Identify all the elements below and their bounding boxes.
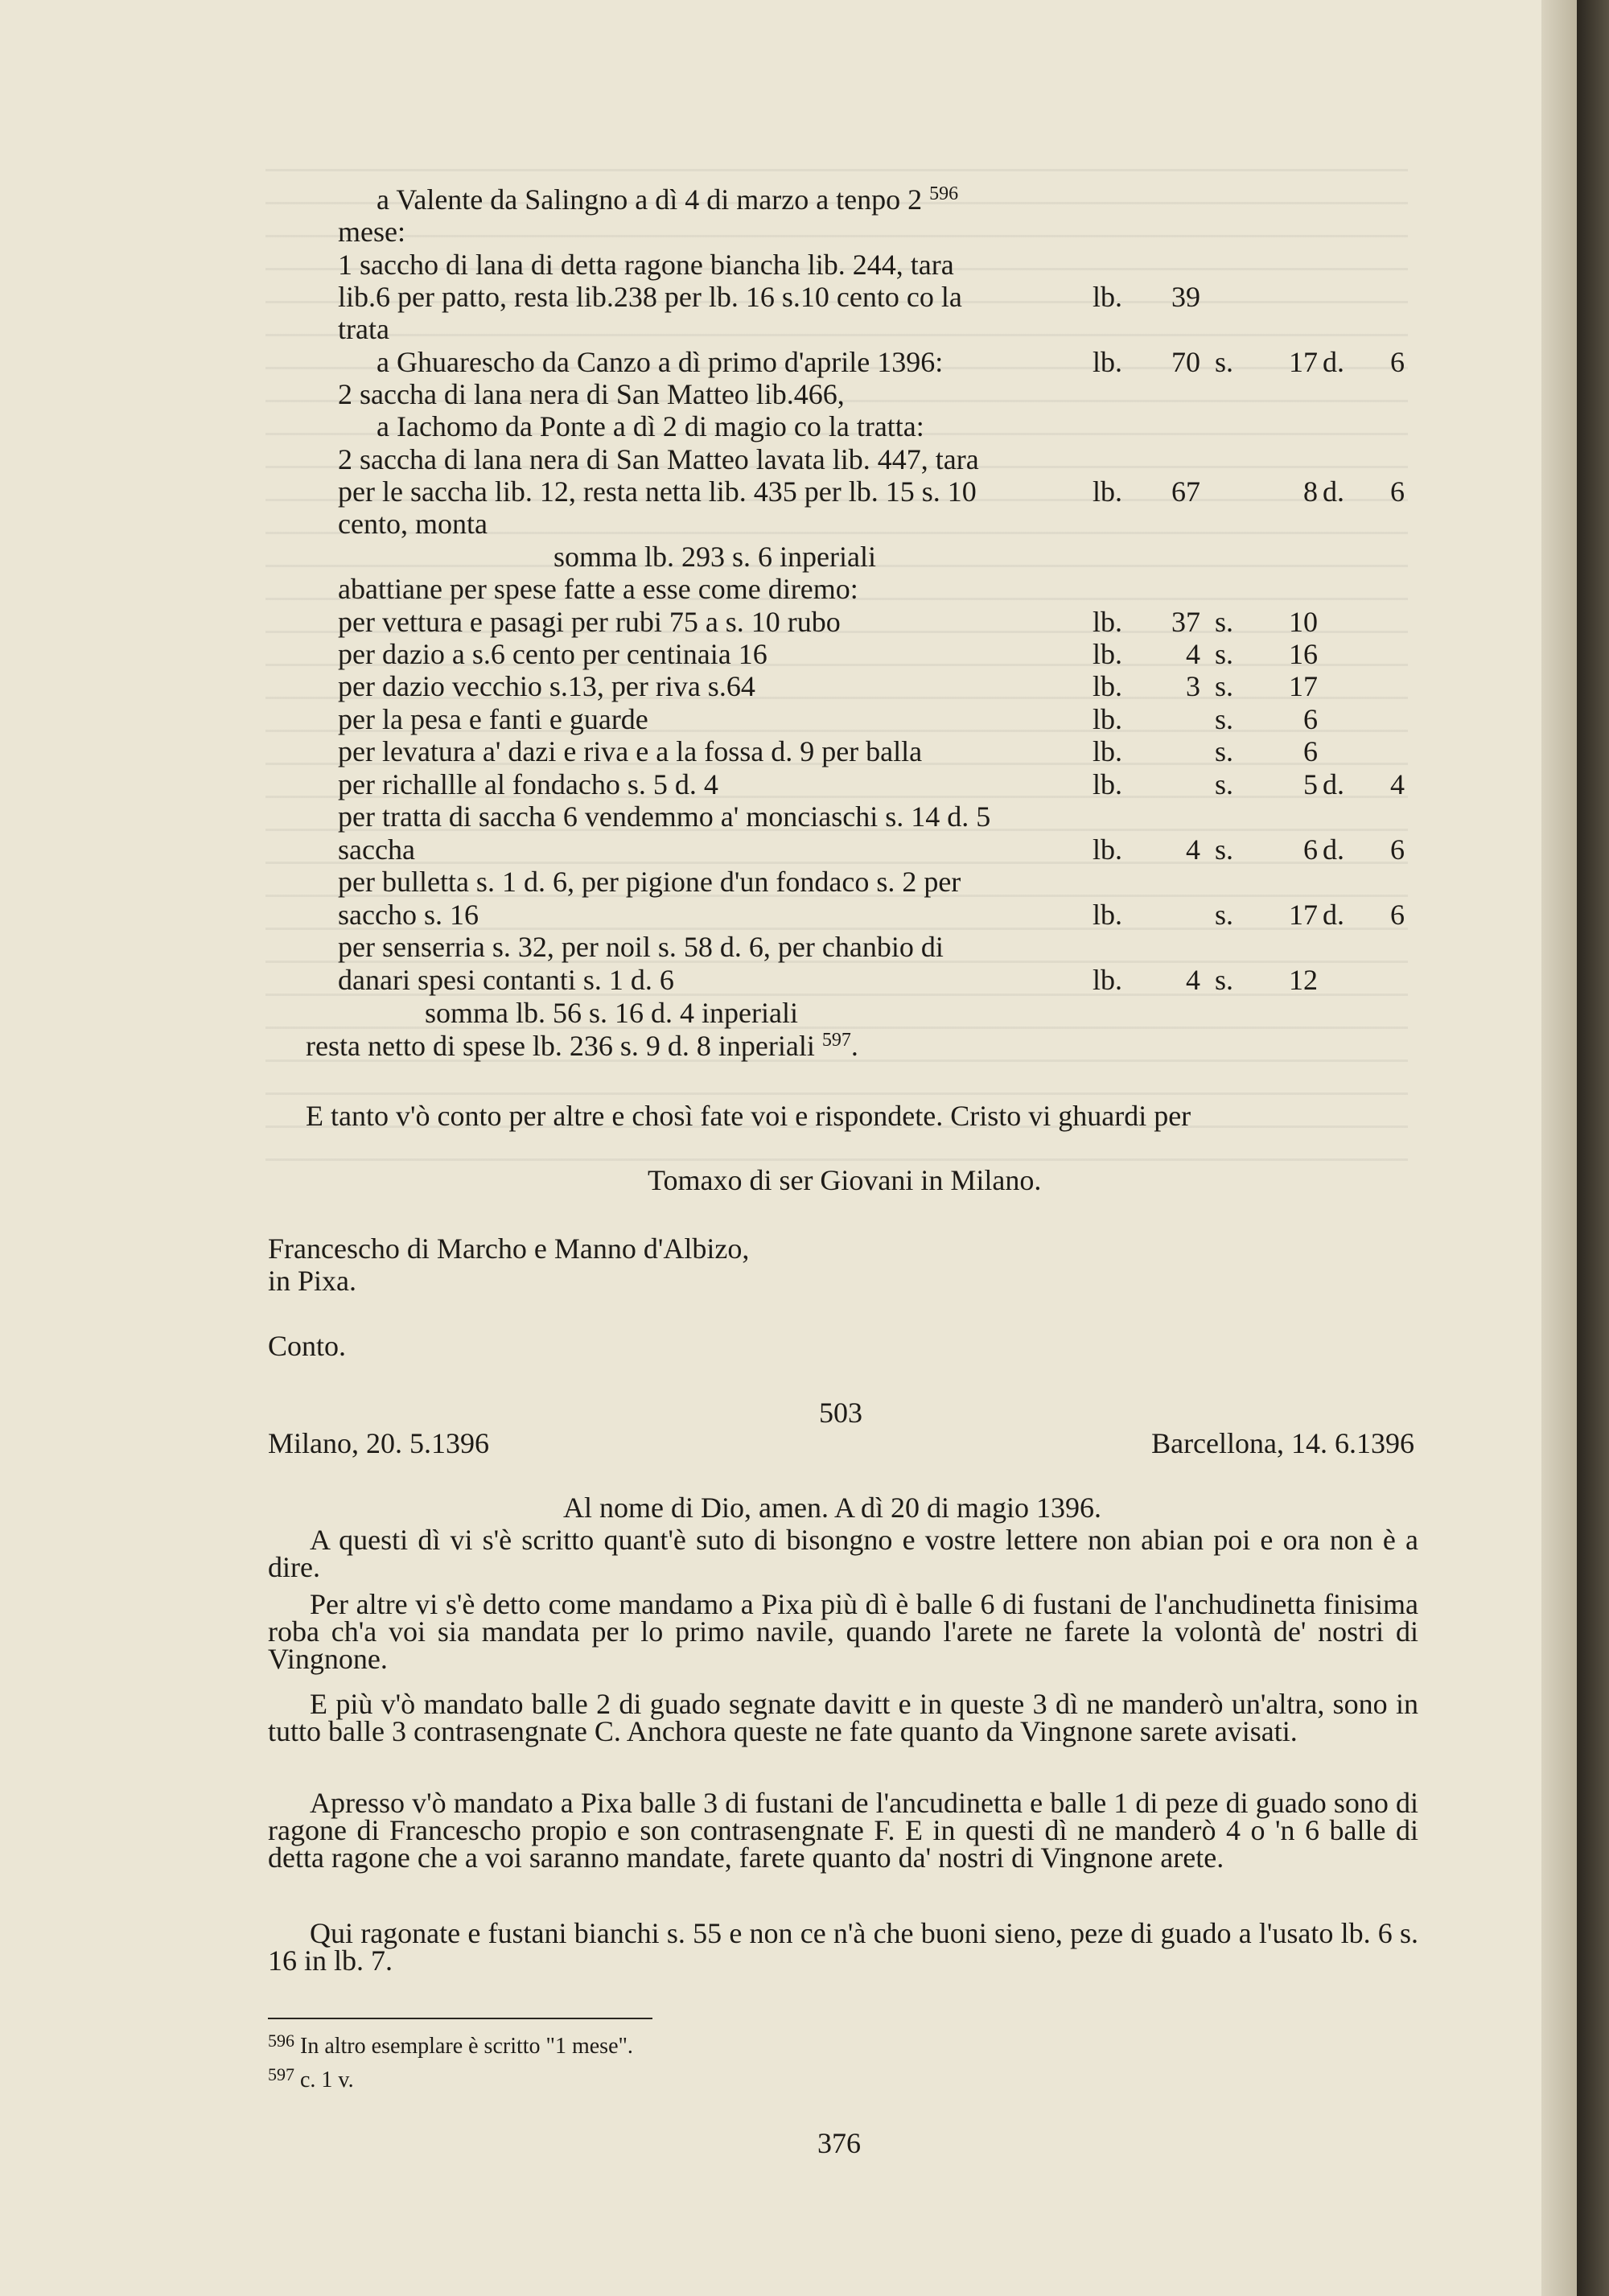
text-line: abattiane per spese fatte a esse come diremo: bbox=[338, 573, 858, 605]
text-line: trata bbox=[338, 313, 389, 345]
expense-text: saccha bbox=[338, 833, 415, 866]
address-line: Francescho di Marcho e Manno d'Albizo, bbox=[268, 1232, 750, 1265]
amount-soldi: 16 bbox=[1289, 638, 1318, 670]
lb-label: lb. bbox=[1093, 670, 1123, 702]
signature: Tomaxo di ser Giovani in Milano. bbox=[648, 1164, 1042, 1196]
text-line: a Ghuarescho da Canzo a dì primo d'aprile 1396: bbox=[377, 346, 944, 378]
letter-invocation: Al nome di Dio, amen. A dì 20 di magio 1396. bbox=[563, 1492, 1101, 1524]
amount-lire: 4 bbox=[1186, 833, 1200, 866]
letter-origin: Milano, 20. 5.1396 bbox=[268, 1427, 489, 1459]
expense-text: per tratta di saccha 6 vendemmo a' monciaschi s. 14 d. 5 bbox=[338, 800, 991, 833]
amount-soldi: 6 bbox=[1303, 703, 1318, 735]
amount-lire: 67 bbox=[1171, 475, 1200, 508]
amount-denari: 4 bbox=[1390, 768, 1405, 800]
expense-text: per dazio vecchio s.13, per riva s.64 bbox=[338, 670, 755, 702]
text-line: 1 saccho di lana di detta ragone biancha lib. 244, tara bbox=[338, 249, 954, 281]
paragraph: Apresso v'ò mandato a Pixa balle 3 di fustani de l'ancudinetta e balle 1 di peze di guado sono di ragone di Francescho propio e son contrasengnate F. E in questi dì ne manderò 4 o 'n 6 balle di detta ragone che a voi saranno mandate, farete quanto da' nostri di Vingnone arete. bbox=[268, 1787, 1418, 1874]
amount-denari: 6 bbox=[1390, 833, 1405, 866]
lb-label: lb. bbox=[1093, 475, 1123, 508]
footnote: $^{596}$ In altro esemplare è scritto "1 mese". bbox=[268, 2031, 633, 2059]
d-label: d. bbox=[1323, 768, 1344, 800]
expense-text: per senserria s. 32, per noil s. 58 d. 6, per chanbio di bbox=[338, 931, 944, 963]
s-label: s. bbox=[1215, 964, 1234, 996]
amount-lire: 70 bbox=[1171, 346, 1200, 378]
amount-soldi: 17 bbox=[1289, 346, 1318, 378]
footnote-ref: 597 bbox=[821, 1030, 851, 1051]
paragraph: E più v'ò mandato balle 2 di guado segnate davitt e in queste 3 dì ne manderò un'altra, sono in tutto balle 3 contrasengnate C. Anchora queste ne fate quanto da Vingnone sarete avisati. bbox=[268, 1688, 1418, 1747]
paragraph: Qui ragonate e fustani bianchi s. 55 e non ce n'à che buoni sieno, peze di guado a l'usato lb. 6 s. 16 in lb. 7. bbox=[268, 1917, 1418, 1977]
amount-lire: 39 bbox=[1171, 281, 1200, 313]
s-label: s. bbox=[1215, 346, 1234, 378]
lb-label: lb. bbox=[1093, 768, 1123, 800]
d-label: d. bbox=[1323, 475, 1344, 508]
expense-text: per la pesa e fanti e guarde bbox=[338, 703, 648, 735]
amount-soldi: 6 bbox=[1303, 735, 1318, 767]
amount-denari: 6 bbox=[1390, 346, 1405, 378]
amount-denari: 6 bbox=[1390, 475, 1405, 508]
s-label: s. bbox=[1215, 670, 1234, 702]
amount-soldi: 17 bbox=[1289, 670, 1318, 702]
s-label: s. bbox=[1215, 899, 1234, 931]
paragraph: A questi dì vi s'è scritto quant'è suto di bisongno e vostre lettere non abian poi e ora non è a dire. bbox=[268, 1524, 1418, 1583]
footnote-ref: 596 bbox=[929, 183, 959, 204]
lb-label: lb. bbox=[1093, 833, 1123, 866]
conto-label: Conto. bbox=[268, 1330, 347, 1362]
lb-label: lb. bbox=[1093, 964, 1123, 996]
expense-text: per richallle al fondacho s. 5 d. 4 bbox=[338, 768, 718, 800]
footnote-rule bbox=[268, 2018, 652, 2019]
amount-lire: 4 bbox=[1186, 638, 1200, 670]
text-line: cento, monta bbox=[338, 508, 488, 540]
page-edge bbox=[1541, 0, 1577, 2296]
lb-label: lb. bbox=[1093, 638, 1123, 670]
text-line: a Iachomo da Ponte a dì 2 di magio co la tratta: bbox=[377, 410, 924, 442]
amount-soldi: 17 bbox=[1289, 899, 1318, 931]
d-label: d. bbox=[1323, 346, 1344, 378]
text-line: mese: bbox=[338, 216, 405, 248]
amount-lire: 3 bbox=[1186, 670, 1200, 702]
s-label: s. bbox=[1215, 768, 1234, 800]
s-label: s. bbox=[1215, 703, 1234, 735]
address-line: in Pixa. bbox=[268, 1265, 357, 1297]
expense-text: per dazio a s.6 cento per centinaia 16 bbox=[338, 638, 767, 670]
book-gutter bbox=[1577, 0, 1609, 2296]
amount-lire: 4 bbox=[1186, 964, 1200, 996]
expense-text: per levatura a' dazi e riva e a la fossa d. 9 per balla bbox=[338, 735, 923, 767]
lb-label: lb. bbox=[1093, 281, 1123, 313]
s-label: s. bbox=[1215, 638, 1234, 670]
footnote-number: 597 bbox=[268, 2064, 294, 2084]
subtotal-line: somma lb. 293 s. 6 inperiali bbox=[553, 541, 876, 573]
text-line: lib.6 per patto, resta lib.238 per lb. 16 s.10 cento co la bbox=[338, 281, 962, 313]
letter-destination: Barcellona, 14. 6.1396 bbox=[1151, 1427, 1414, 1459]
page-number: 376 bbox=[817, 2127, 861, 2159]
expense-text: saccho s. 16 bbox=[338, 899, 479, 931]
lb-label: lb. bbox=[1093, 703, 1123, 735]
text-line: 2 saccha di lana nera di San Matteo lib.466, bbox=[338, 378, 845, 410]
paragraph: Per altre vi s'è detto come mandamo a Pixa più dì è balle 6 di fustani de l'anchudinetta finisima roba ch'a voi sia mandata per lo primo navile, quando l'arete ne farete la volontà de' nostri di Vingnone. bbox=[268, 1588, 1418, 1675]
amount-soldi: 5 bbox=[1303, 768, 1318, 800]
d-label: d. bbox=[1323, 833, 1344, 866]
lb-label: lb. bbox=[1093, 606, 1123, 638]
s-label: s. bbox=[1215, 606, 1234, 638]
amount-denari: 6 bbox=[1390, 899, 1405, 931]
expense-text: per vettura e pasagi per rubi 75 a s. 10 rubo bbox=[338, 606, 841, 638]
text-line: a Valente da Salingno a dì 4 di marzo a tenpo 2 $^{596}$ bbox=[377, 183, 959, 216]
footnote-number: 596 bbox=[268, 2031, 294, 2051]
subtotal-line: somma lb. 56 s. 16 d. 4 inperiali bbox=[425, 997, 798, 1029]
closing-line: E tanto v'ò conto per altre e chosì fate voi e rispondete. Cristo vi ghuardi per bbox=[306, 1100, 1191, 1132]
expense-text: danari spesi contanti s. 1 d. 6 bbox=[338, 964, 674, 996]
lb-label: lb. bbox=[1093, 346, 1123, 378]
footnote: $^{597}$ c. 1 v. bbox=[268, 2064, 354, 2092]
expense-text: per bulletta s. 1 d. 6, per pigione d'un fondaco s. 2 per bbox=[338, 866, 961, 898]
amount-soldi: 8 bbox=[1303, 475, 1318, 508]
amount-soldi: 12 bbox=[1289, 964, 1318, 996]
amount-soldi: 10 bbox=[1289, 606, 1318, 638]
amount-lire: 37 bbox=[1171, 606, 1200, 638]
s-label: s. bbox=[1215, 735, 1234, 767]
lb-label: lb. bbox=[1093, 899, 1123, 931]
text-line: 2 saccha di lana nera di San Matteo lavata lib. 447, tara bbox=[338, 443, 979, 475]
letter-number: 503 bbox=[819, 1397, 862, 1429]
total-line: resta netto di spese lb. 236 s. 9 d. 8 inperiali $^{597}$. bbox=[306, 1030, 858, 1062]
d-label: d. bbox=[1323, 899, 1344, 931]
s-label: s. bbox=[1215, 833, 1234, 866]
text-line: per le saccha lib. 12, resta netta lib. 435 per lb. 15 s. 10 bbox=[338, 475, 977, 508]
amount-soldi: 6 bbox=[1303, 833, 1318, 866]
lb-label: lb. bbox=[1093, 735, 1123, 767]
